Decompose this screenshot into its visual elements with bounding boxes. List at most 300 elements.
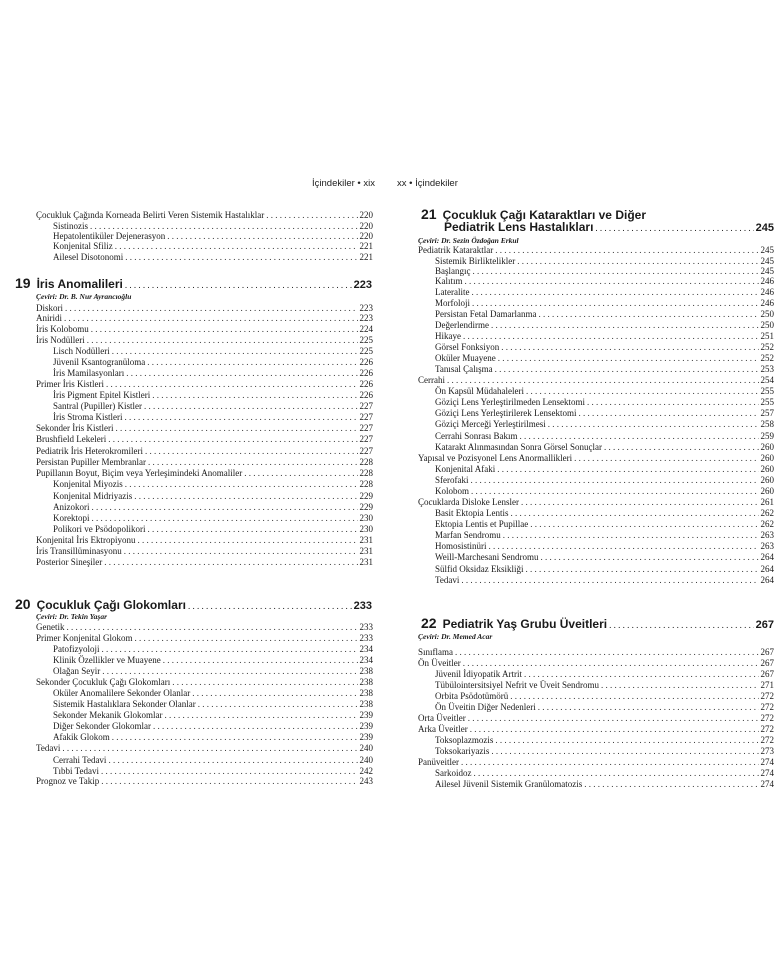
dot-leader [92,502,358,512]
dot-leader [447,375,759,385]
dot-leader [126,368,357,378]
toc-entry-title: Tanısal Çalışma [435,364,493,374]
toc-entry [53,710,373,720]
dot-leader [461,575,758,585]
dot-leader [541,552,759,562]
toc-entry-page: 260 [760,442,774,452]
toc-entry-title: Konjenital Sfiliz [53,241,113,251]
dot-leader [574,453,758,463]
dot-leader [489,541,759,551]
toc-entry-title: Ön Üveitler [418,658,461,668]
toc-entry-title: Panüveitler [418,757,459,767]
toc-entry-page: 221 [359,241,373,251]
toc-entry-page: 255 [760,397,774,407]
chapter-title: Çocukluk Çağı Kataraktları ve Diğer [442,208,646,222]
toc-entry [36,535,373,545]
toc-entry-title: İris Stroma Kistleri [53,412,123,422]
dot-leader [471,287,758,297]
dot-leader [108,755,357,765]
toc-entry-title: Orta Üveitler [418,713,466,723]
dot-leader [112,346,358,356]
toc-entry-page: 227 [359,434,373,444]
toc-entry-page: 226 [359,357,373,367]
toc-entry [435,779,774,789]
toc-entry-title: Lateralite [435,287,470,297]
toc-entry [435,519,774,529]
toc-entry-title: Primer Konjenital Glokom [36,633,133,643]
dot-leader [584,779,758,789]
toc-entry-title: Ailesel Disotonomi [53,252,124,262]
toc-entry [435,364,774,374]
toc-entry-page: 225 [359,346,373,356]
toc-entry [418,713,774,723]
dot-leader [471,475,759,485]
chapter-number: 22 [421,615,437,631]
toc-entry-page: 227 [359,412,373,422]
dot-leader [538,702,759,712]
toc-entry [53,766,373,776]
toc-entry-page: 245 [760,256,774,266]
toc-entry-page: 267 [760,669,774,679]
toc-entry-title: Homosistinüri [435,541,487,551]
toc-entry [435,419,774,429]
toc-entry-title: Çocuklarda Disloke Lensler [418,497,519,507]
toc-entry [435,680,774,690]
toc-entry-page: 220 [359,231,373,241]
chapter-page: 233 [353,600,372,612]
toc-entry-page: 224 [359,324,373,334]
toc-entry-title: Çocukluk Çağında Korneada Belirti Veren Sistemik Hastalıklar [36,210,265,220]
toc-entry-page: 233 [359,633,373,643]
toc-entry-title: Tübülointersitsiyel Nefrit ve Üveit Sendromu [435,680,599,690]
toc-entry-page: 246 [760,298,774,308]
toc-entry-title: Yapısal ve Pozisyonel Lens Anormallikleri [418,453,573,463]
toc-entry-page: 258 [760,419,774,429]
toc-entry [435,508,774,518]
toc-entry-title: Olağan Seyir [53,666,101,676]
toc-entry [53,755,373,765]
dot-leader [115,423,357,433]
chapter-title: Çocukluk Çağı Glokomları [36,598,186,612]
toc-entry [36,446,373,456]
toc-entry-title: Persistan Fetal Damarlanma [435,309,537,319]
toc-entry-page: 240 [359,743,373,753]
toc-entry-page: 273 [760,746,774,756]
chapter-number: 19 [15,275,31,291]
toc-entry-title: Diğer Sekonder Glokomlar [53,721,151,731]
toc-entry-title: Cerrahi Tedavi [53,755,107,765]
toc-entry [418,453,774,463]
dot-leader [526,564,759,574]
dot-leader [163,655,358,665]
toc-entry-title: Sistemik Birliktelikler [435,256,516,266]
toc-entry-title: Göziçi Lens Yerleştirilmeden Lensektomi [435,397,585,407]
toc-entry [36,677,373,687]
toc-entry [53,502,373,512]
toc-entry [53,491,373,501]
toc-entry-title: Hikaye [435,331,461,341]
toc-entry-title: Genetik [36,622,65,632]
toc-entry-page: 242 [359,766,373,776]
toc-entry-title: İris Mamilasyonları [53,368,125,378]
toc-entry-page: 263 [760,530,774,540]
toc-entry-page: 239 [359,732,373,742]
toc-entry [435,342,774,352]
toc-entry [53,479,373,489]
toc-entry-page: 227 [359,423,373,433]
toc-entry-title: Klinik Özellikler ve Muayene [53,655,161,665]
toc-entry-title: Sarkoidoz [435,768,472,778]
chapter-page: 223 [353,279,372,291]
toc-entry-title: Görsel Fonksiyon [435,342,500,352]
dot-leader [144,401,358,411]
toc-entry [36,423,373,433]
dot-leader [463,331,759,341]
dot-leader [64,313,358,323]
dot-leader [530,519,758,529]
toc-entry-title: Tedavi [36,743,61,753]
toc-entry [53,524,373,534]
toc-entry-title: Sınıflama [418,647,453,657]
toc-entry [435,442,774,452]
toc-entry [435,353,774,363]
toc-entry [435,702,774,712]
dot-leader [145,446,358,456]
chapter-translator: Çeviri: Dr. Memed Acar [418,632,493,641]
dot-leader [167,231,357,241]
toc-entry-title: Pediatrik İris Heterokromileri [36,446,143,456]
toc-entry-title: Pupillanın Boyut, Biçim veya Yerleşimindeki Anomaliler [36,468,243,478]
toc-entry-title: Jüvenil Ksantogranüloma [53,357,146,367]
toc-entry [435,298,774,308]
dot-leader [587,397,759,407]
toc-entry [435,735,774,745]
toc-entry [435,408,774,418]
toc-entry [53,655,373,665]
toc-entry-page: 230 [359,513,373,523]
toc-entry-title: Prognoz ve Takip [36,776,100,786]
toc-entry-page: 238 [359,677,373,687]
toc-entry [53,513,373,523]
toc-entry-title: Korektopi [53,513,90,523]
toc-entry-title: Kalıtım [435,276,463,286]
dot-leader [102,666,357,676]
toc-entry-title: Ektopia Lentis et Pupillae [435,519,529,529]
toc-entry [36,324,373,334]
dot-leader [601,680,759,690]
chapter-page: 245 [755,222,774,234]
dot-leader [134,491,357,501]
toc-entry-title: Jüvenil İdiyopatik Artrit [435,669,522,679]
toc-entry-page: 262 [760,519,774,529]
dot-leader [463,658,759,668]
toc-entry-title: Orbita Psödotümörü [435,691,509,701]
toc-entry-title: Hepatolentiküler Dejenerasyon [53,231,166,241]
dot-leader [468,713,759,723]
toc-entry-page: 246 [760,287,774,297]
toc-entry-page: 263 [760,541,774,551]
toc-entry-page: 238 [359,666,373,676]
dot-leader [62,743,357,753]
toc-entry [53,252,373,262]
toc-entry [435,386,774,396]
chapter-19-heading [15,275,372,291]
toc-entry [53,644,373,654]
toc-entry-title: Basit Ektopia Lentis [435,508,509,518]
toc-entry-title: Oküler Muayene [435,353,496,363]
toc-entry-title: Ailesel Jüvenil Sistemik Granülomatozis [435,779,583,789]
toc-entry-page: 254 [760,375,774,385]
dot-leader [498,353,759,363]
dot-leader [115,241,358,251]
toc-entry-title: Sistemik Hastalıklara Sekonder Olanlar [53,699,196,709]
toc-entry [53,368,373,378]
toc-entry [53,688,373,698]
toc-entry-page: 272 [760,713,774,723]
toc-entry [435,331,774,341]
dot-leader [112,732,358,742]
dot-leader [192,688,357,698]
dot-leader [497,464,758,474]
toc-entry-page: 253 [760,364,774,374]
toc-entry-title: Sekonder Çocukluk Çağı Glokomları [36,677,171,687]
chapter-page: 267 [755,619,774,631]
toc-entry-page: 229 [359,491,373,501]
toc-entry-title: Konjenital İris Ektropiyonu [36,535,136,545]
toc-entry-page: 250 [760,309,774,319]
toc-entry-title: Ön Üveitin Diğer Nedenleri [435,702,536,712]
toc-entry-page: 233 [359,622,373,632]
toc-entry-page: 239 [359,721,373,731]
dot-leader [65,303,358,313]
toc-entry [435,256,774,266]
toc-entry-page: 226 [359,379,373,389]
toc-entry-page: 255 [760,386,774,396]
dot-leader [465,276,759,286]
toc-entry [435,669,774,679]
toc-entry-page: 260 [760,475,774,485]
toc-entry-page: 229 [359,502,373,512]
toc-entry-title: Persistan Pupiller Membranlar [36,457,146,467]
toc-entry [36,633,373,643]
toc-entry-title: Anizokori [53,502,90,512]
toc-entry [418,375,774,385]
toc-entry-page: 231 [359,557,373,567]
toc-entry-page: 272 [760,691,774,701]
toc-entry-page: 267 [760,647,774,657]
dot-leader [517,256,758,266]
dot-leader [526,386,759,396]
chapter-number: 21 [421,206,437,222]
toc-entry [418,647,774,657]
dot-leader [266,210,357,220]
toc-entry [53,401,373,411]
toc-entry [53,346,373,356]
toc-entry [418,757,774,767]
chapter-title: İris Anomalileri [36,277,123,291]
toc-entry-title: Tedavi [435,575,460,585]
toc-entry-title: Lisch Nodülleri [53,346,110,356]
toc-entry-title: Konjenital Afaki [435,464,496,474]
dot-leader [548,419,759,429]
dot-leader [125,252,357,262]
toc-entry-title: Sferofaki [435,475,469,485]
page-header-right: xx • İçindekiler [397,178,458,189]
toc-entry-title: Marfan Sendromu [435,530,501,540]
toc-entry-title: Cerrahi [418,375,445,385]
toc-entry [435,552,774,562]
toc-entry-page: 227 [359,401,373,411]
dot-leader [501,342,758,352]
toc-entry-page: 250 [760,320,774,330]
toc-entry [435,475,774,485]
dot-leader [472,298,759,308]
toc-entry [418,245,774,255]
toc-entry [435,691,774,701]
toc-entry-page: 239 [359,710,373,720]
dot-leader [521,497,759,507]
toc-entry-page: 225 [359,335,373,345]
toc-entry [435,309,774,319]
toc-entry-title: Primer İris Kistleri [36,379,104,389]
toc-entry [435,266,774,276]
chapter-22-heading [421,615,774,631]
toc-entry [435,397,774,407]
page-header-left: İçindekiler • xix [312,178,375,189]
dot-leader [455,647,759,657]
dot-leader [148,524,358,534]
dot-leader [495,364,759,374]
toc-entry-page: 261 [760,497,774,507]
chapter-translator: Çeviri: Dr. B. Nur Ayrancıoğlu [36,292,132,301]
dot-leader [90,221,357,231]
toc-entry [435,431,774,441]
toc-entry-title: İris Pigment Epitel Kistleri [53,390,151,400]
dot-leader [102,644,358,654]
toc-entry [36,622,373,632]
toc-entry [53,357,373,367]
toc-entry [53,390,373,400]
dot-leader [135,633,358,643]
chapter-number: 20 [15,596,31,612]
dot-leader [510,691,758,701]
toc-entry-title: İris Kolobomu [36,324,89,334]
dot-leader [153,721,358,731]
toc-entry-page: 259 [760,431,774,441]
dot-leader [520,431,759,441]
toc-entry-title: Sistinozis [53,221,89,231]
chapter-translator: Çeviri: Dr. Sezin Özdoğan Erkul [418,236,519,245]
toc-entry [53,412,373,422]
toc-entry-page: 274 [760,757,774,767]
dot-leader [152,390,357,400]
toc-entry [36,468,373,478]
toc-entry [435,541,774,551]
dot-leader [125,412,358,422]
toc-entry [36,210,373,220]
dot-leader [87,335,358,345]
toc-entry-title: İris Transillüminasyonu [36,546,122,556]
dot-leader [148,457,358,467]
dot-leader [604,442,759,452]
dot-leader [244,468,357,478]
toc-entry-title: Göziçi Lens Yerleştirilerek Lensektomi [435,408,577,418]
dot-leader [91,324,358,334]
toc-entry-page: 220 [359,221,373,231]
toc-entry-title: Değerlendirme [435,320,489,330]
toc-entry-page: 223 [359,313,373,323]
dot-leader [124,546,358,556]
dot-leader [473,266,759,276]
toc-entry [36,776,373,786]
dot-leader [172,677,357,687]
dot-leader [471,486,758,496]
toc-entry-title: Arka Üveitler [418,724,468,734]
toc-entry-page: 271 [760,680,774,690]
toc-entry-page: 262 [760,508,774,518]
toc-entry-title: Cerrahi Sonrası Bakım [435,431,518,441]
toc-entry-page: 260 [760,486,774,496]
toc-entry-page: 240 [359,755,373,765]
toc-entry-page: 223 [359,303,373,313]
toc-entry-title: Başlangıç [435,266,471,276]
dot-leader [578,408,758,418]
toc-entry-title: Posterior Sineşiler [36,557,103,567]
toc-entry [435,530,774,540]
toc-entry-page: 252 [760,342,774,352]
toc-entry [53,241,373,251]
toc-entry-title: Sekonder İris Kistleri [36,423,114,433]
toc-entry-title: Brushfield Lekeleri [36,434,107,444]
toc-entry-page: 245 [760,266,774,276]
toc-entry [36,557,373,567]
toc-entry-page: 260 [760,464,774,474]
dot-leader [67,622,358,632]
toc-entry [418,724,774,734]
toc-entry-page: 231 [359,546,373,556]
toc-entry-page: 246 [760,276,774,286]
dot-leader [538,309,758,319]
toc-entry-title: Konjenital Midriyazis [53,491,133,501]
toc-entry [53,221,373,231]
chapter-20-heading [15,596,372,612]
toc-entry-page: 264 [760,564,774,574]
toc-entry-page: 272 [760,735,774,745]
toc-entry [53,699,373,709]
toc-entry [53,666,373,676]
toc-entry-title: Sekonder Mekanik Glokomlar [53,710,163,720]
toc-entry-title: Toksokariyazis [435,746,490,756]
dot-leader [524,669,759,679]
toc-entry-title: Afakik Glokom [53,732,110,742]
toc-entry-page: 267 [760,658,774,668]
toc-entry-title: Göziçi Merceği Yerleştirilmesi [435,419,546,429]
toc-entry [36,743,373,753]
toc-entry-page: 226 [359,368,373,378]
toc-entry-page: 272 [760,702,774,712]
dot-leader [474,768,759,778]
dot-leader [495,245,758,255]
dot-leader [491,746,758,756]
toc-entry-page: 226 [359,390,373,400]
toc-entry-page: 227 [359,446,373,456]
dot-leader [108,434,357,444]
toc-entry-page: 238 [359,688,373,698]
toc-entry-title: Katarakt Alınmasından Sonra Görsel Sonuçlar [435,442,602,452]
toc-entry [36,434,373,444]
toc-entry [36,335,373,345]
toc-entry-title: Ön Kapsül Müdahaleleri [435,386,524,396]
